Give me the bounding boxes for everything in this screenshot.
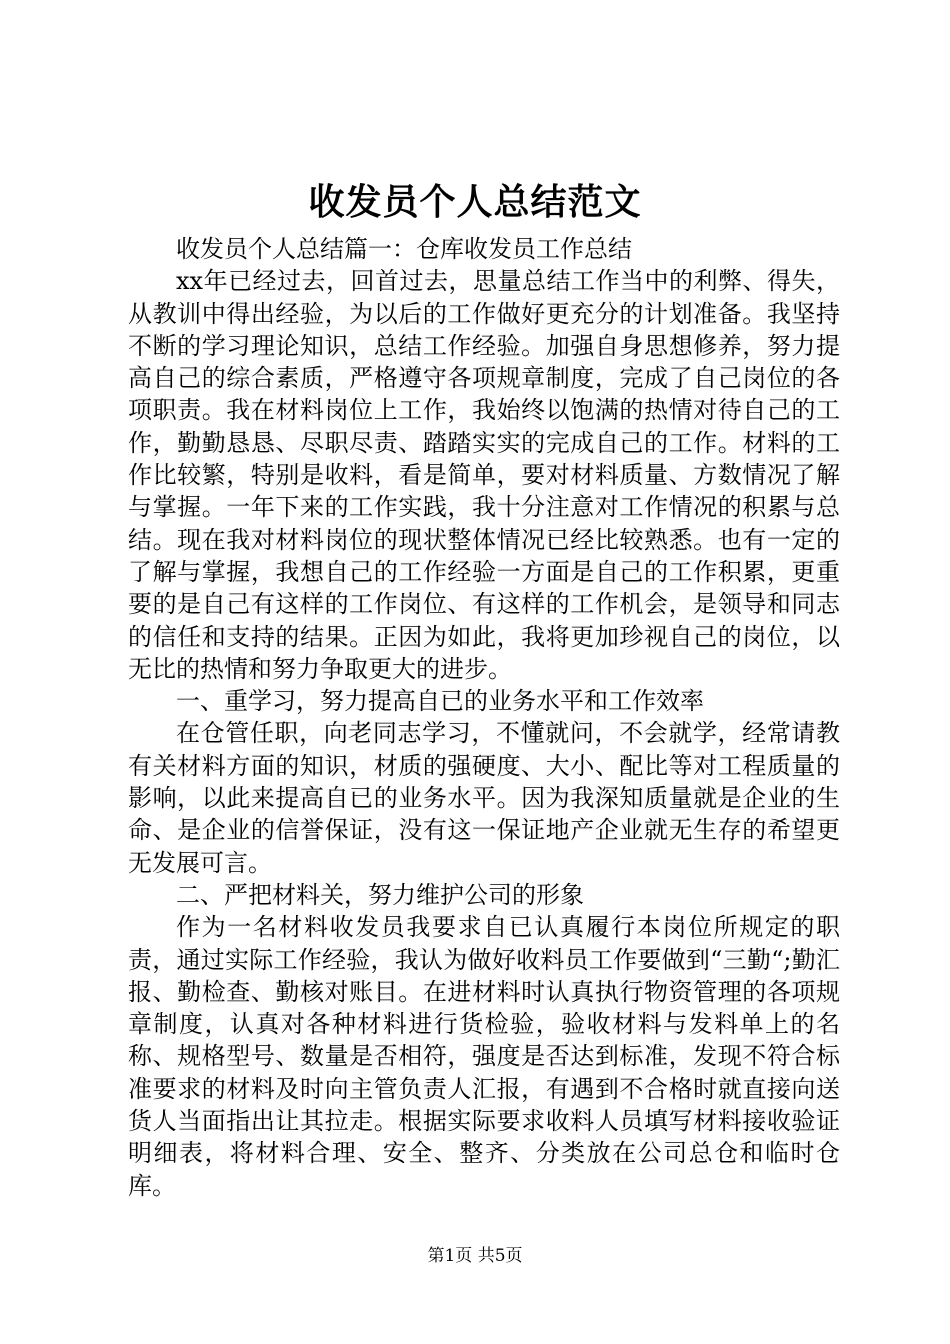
body-paragraph: xx年已经过去，回首过去，思量总结工作当中的利弊、得失，从教训中得出经验，为以后的工作做好更充分的计划准备。我坚持不断的学习理论知识，总结工作经验。加强自身思想修养，努力提高自己的综合素质，严格遵守各项规章制度，完成了自己岗位的各项职责。我在材料岗位上工作，我始终以饱满的热情对待自己的工作，勤勤恳恳、尽职尽责、踏踏实实的完成自己的工作。材料的工作比较繁，特别是收料，看是简单，要对材料质量、方数情况了解与掌握。一年下来的工作实践，我十分注意对工作情况的积累与总结。现在我对材料岗位的现状整体情况已经比较熟悉。也有一定的了解与掌握，我想自己的工作经验一方面是自己的工作积累，更重要的是自己有这样的工作岗位、有这样的工作机会，是领导和同志的信任和支持的结果。正因为如此，我将更加珍视自己的岗位，以无比的热情和努力争取更大的进步。 bbox=[128, 267, 840, 683]
page-title: 收发员个人总结范文 bbox=[308, 181, 642, 223]
body-paragraph: 在仓管任职，向老同志学习，不懂就问，不会就学，经常请教有关材料方面的知识，材质的强硬度、大小、配比等对工程质量的影响，以此来提高自已的业务水平。因为我深知质量就是企业的生命、是企业的信誉保证，没有这一保证地产企业就无生存的希望更无发展可言。 bbox=[128, 719, 840, 877]
document-body bbox=[128, 233, 840, 1202]
section-heading-study: 一、重学习，努力提高自已的业务水平和工作效率 bbox=[176, 687, 704, 716]
page-footer: 第1页 共5页 bbox=[427, 1246, 523, 1266]
section-heading-materials: 二、严把材料关，努力维护公司的形象 bbox=[176, 880, 584, 909]
body-paragraph: 作为一名材料收发员我要求自已认真履行本岗位所规定的职责，通过实际工作经验，我认为做好收料员工作要做到“三勤“;勤汇报、勤检查、勤核对账目。在进材料时认真执行物资管理的各项规章制度，认真对各种材料进行货检验，验收材料与发料单上的名称、规格型号、数量是否相符，强度是否达到标准，发现不符合标准要求的材料及时向主管负责人汇报，有遇到不合格时就直接向送货人当面指出让其拉走。根据实际要求收料人员填写材料接收验证明细表，将材料合理、安全、整齐、分类放在公司总仓和临时仓库。 bbox=[128, 913, 840, 1200]
section-heading-intro: 收发员个人总结篇一：仓库收发员工作总结 bbox=[176, 235, 632, 263]
